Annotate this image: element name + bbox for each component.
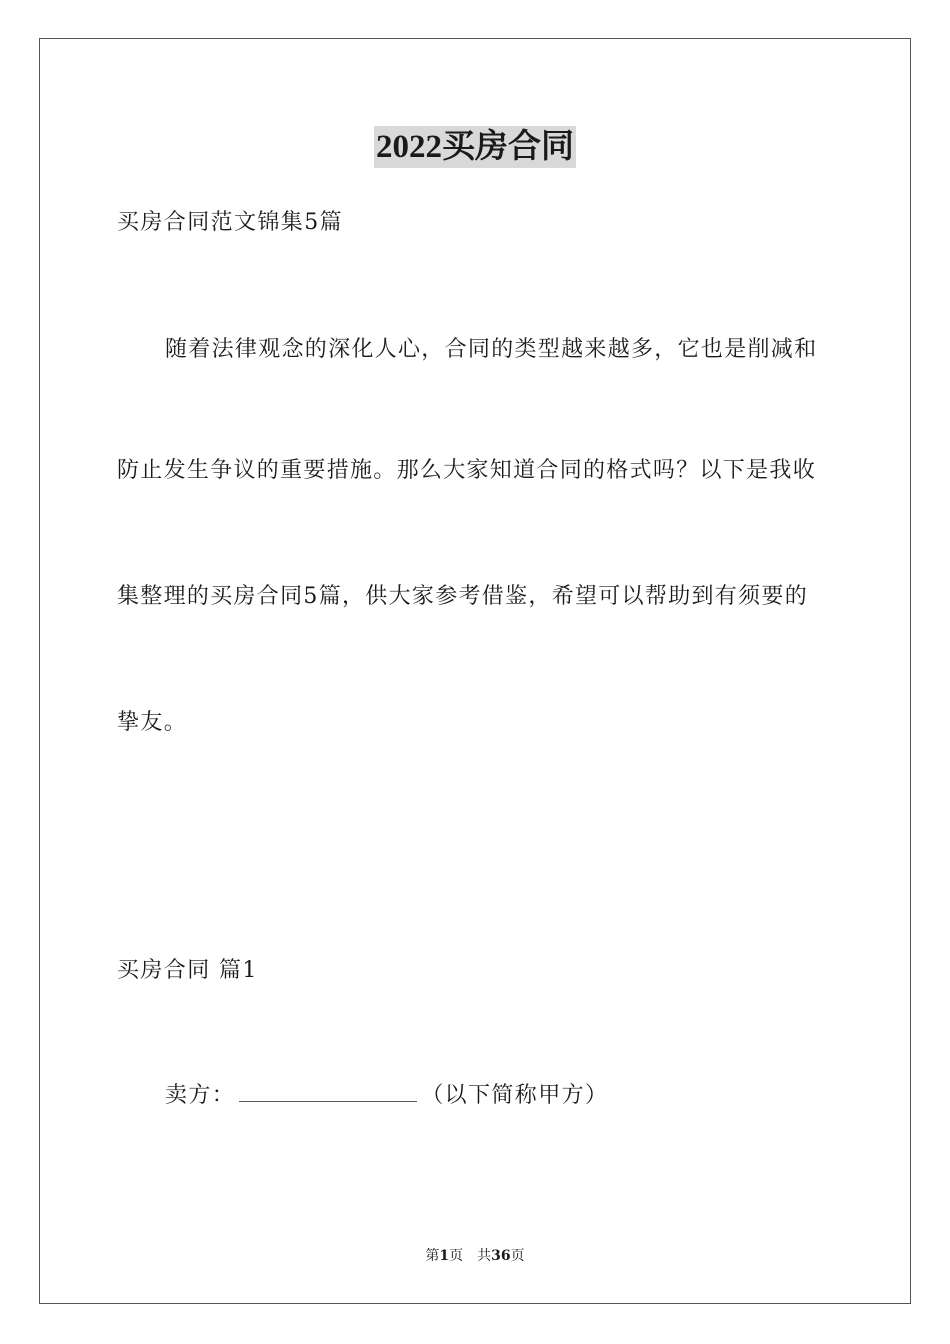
- intro-line-3: 集整理的买房合同5篇，供大家参考借鉴，希望可以帮助到有须要的: [117, 584, 808, 609]
- seller-row: [165, 1081, 608, 1111]
- seller-blank-field: [239, 1081, 417, 1102]
- footer-total-prefix: 共: [477, 1248, 492, 1264]
- page-footer: [0, 1246, 950, 1266]
- intro-line-2: 防止发生争议的重要措施。那么大家知道合同的格式吗？以下是我收: [117, 458, 817, 483]
- footer-page-number: 1: [439, 1248, 450, 1264]
- footer-total-unit: 页: [510, 1248, 525, 1264]
- intro-line-1: 随着法律观念的深化人心，合同的类型越来越多，它也是削减和: [165, 337, 818, 362]
- document-subtitle: 买房合同范文锦集5篇: [117, 210, 343, 235]
- seller-label: 卖方：: [165, 1083, 236, 1108]
- section-heading: 买房合同 篇1: [117, 958, 258, 983]
- footer-page-unit: 页: [449, 1248, 464, 1264]
- title-container: [0, 126, 950, 168]
- document-title: 2022买房合同: [374, 126, 576, 168]
- seller-suffix: （以下简称甲方）: [421, 1083, 609, 1108]
- footer-total-pages: 36: [491, 1248, 511, 1264]
- intro-line-4: 挚友。: [117, 710, 188, 735]
- footer-page-prefix: 第: [425, 1248, 440, 1264]
